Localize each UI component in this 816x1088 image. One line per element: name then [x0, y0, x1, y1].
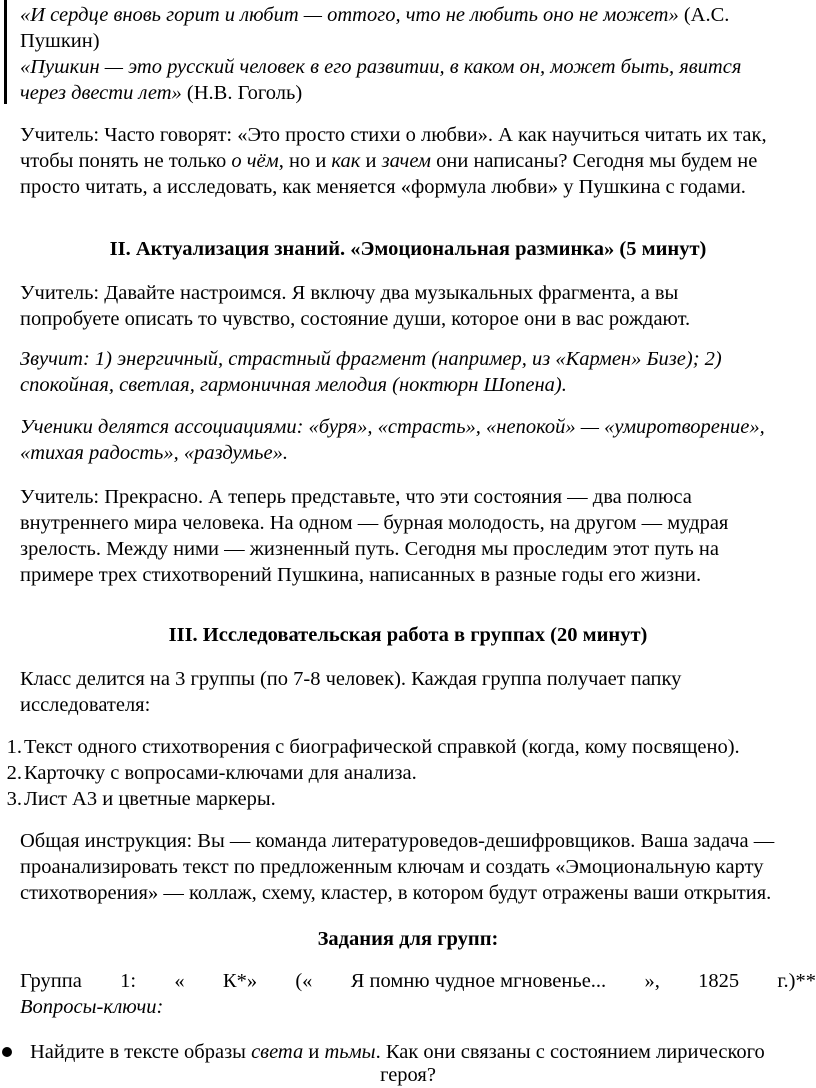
section-3-p2-line-2: проанализировать текст по предложенным ключам и создать «Эмоциональную карту — [20, 856, 764, 878]
section-2-heading: II. Актуализация знаний. «Эмоциональная разминка» (5 минут) — [109, 238, 707, 260]
list-item — [0, 734, 740, 760]
group-1-part: г.)** — [777, 970, 816, 992]
quote-1-author: (А.С. — [683, 4, 730, 26]
intro-text: и — [360, 150, 382, 172]
group-1-title — [20, 968, 816, 994]
group-1-part: « — [174, 970, 185, 992]
intro-text: , но и — [278, 150, 332, 172]
intro-line-1: Учитель: Часто говорят: «Это просто стихи о любви». А как научиться читать их так, — [20, 124, 767, 146]
bullet-text: . Как они связаны с состоянием лирического — [375, 1041, 765, 1063]
group-1-part: 1825 — [698, 970, 740, 992]
list-number: 2. — [6, 762, 22, 784]
quote-2-text: через двести лет» — [20, 82, 182, 104]
section-2-p3-line-2: «тихая радость», «раздумье». — [20, 442, 288, 464]
bullet-em-light: света — [251, 1041, 304, 1063]
section-2-p2-line-2: спокойная, светлая, гармоничная мелодия (ноктюрн Шопена). — [20, 374, 567, 396]
intro-line-2 — [20, 148, 816, 174]
section-2-p4-line-2: внутреннего мира человека. На одном — бурная молодость, на другом — мудрая — [20, 512, 729, 534]
group-1-part: К*» — [222, 970, 258, 992]
list-item — [0, 786, 276, 812]
section-3-p2-line-3: стихотворения» — коллаж, схему, кластер, в котором будут отражены ваши открытия. — [20, 882, 772, 904]
intro-em-why: зачем — [381, 150, 432, 172]
intro-em-how: как — [331, 150, 361, 172]
list-text: Карточку с вопросами-ключами для анализа. — [24, 762, 417, 784]
section-3-p1-line-2: исследователя: — [20, 694, 151, 716]
section-2-p1-line-2: попробуете описать то чувство, состояние души, которое они в вас рождают. — [20, 308, 691, 330]
intro-line-3: просто читать, а исследовать, как меняется «формула любви» у Пушкина с годами. — [20, 176, 746, 198]
bullet-em-dark: тьмы — [324, 1041, 376, 1063]
tasks-heading: Задания для групп: — [317, 928, 499, 950]
list-number: 3. — [6, 788, 22, 810]
group-1-part: (« — [295, 970, 313, 992]
group-1-part: Я помню чудное мгновенье... — [350, 970, 607, 992]
section-2-p3-line-1: Ученики делятся ассоциациями: «буря», «страсть», «непокой» — «умиротворение», — [20, 416, 765, 438]
bullet-icon — [2, 1047, 12, 1057]
quote-2-author: (Н.В. Гоголь) — [186, 82, 303, 104]
bullet-text: Найдите в тексте образы — [30, 1041, 252, 1063]
section-3-p2-line-1: Общая инструкция: Вы — команда литературоведов-дешифровщиков. Ваша задача — — [20, 830, 775, 852]
quote-1-text: «И сердце вновь горит и любит — оттого, что не любить оно не может» — [20, 4, 679, 26]
section-3-p1-line-1: Класс делится на 3 группы (по 7-8 человек). Каждая группа получает папку — [20, 668, 682, 690]
group-1-part: », — [644, 970, 660, 992]
group-1-part: Группа — [20, 970, 82, 992]
section-3-heading: III. Исследовательская работа в группах (20 минут) — [168, 624, 648, 646]
intro-text: чтобы понять не только — [20, 150, 232, 172]
list-number: 1. — [6, 736, 22, 758]
intro-text: они написаны? Сегодня мы будем не — [431, 150, 758, 172]
quote-1-author-cont: Пушкин) — [20, 30, 100, 52]
quote-2-line-2 — [20, 80, 816, 106]
section-2-p4-line-1: Учитель: Прекрасно. А теперь представьте, что эти состояния — два полюса — [20, 486, 692, 508]
quote-1-line — [20, 2, 816, 28]
list-item — [0, 760, 417, 786]
section-2-p1-line-1: Учитель: Давайте настроимся. Я включу два музыкальных фрагмента, а вы — [20, 282, 679, 304]
quote-2-line-1: «Пушкин — это русский человек в его развитии, в каком он, может быть, явится — [20, 56, 742, 78]
intro-em-what: о чём — [231, 150, 279, 172]
list-text: Текст одного стихотворения с биографической справкой (когда, кому посвящено). — [24, 736, 740, 758]
section-2-p4-line-4: примере трех стихотворений Пушкина, написанных в разные годы его жизни. — [20, 564, 702, 586]
quote-bar — [4, 0, 7, 104]
bullet-1-line-2: героя? — [380, 1064, 436, 1086]
group-1-part: 1: — [120, 970, 137, 992]
bullet-text: и — [303, 1041, 325, 1063]
section-2-p2-line-1: Звучит: 1) энергичный, страстный фрагмент (например, из «Кармен» Бизе); 2) — [20, 348, 722, 370]
questions-label: Вопросы-ключи: — [20, 996, 164, 1018]
section-2-p4-line-3: зрелость. Между ними — жизненный путь. Сегодня мы проследим этот путь на — [20, 538, 719, 560]
list-text: Лист А3 и цветные маркеры. — [24, 788, 276, 810]
